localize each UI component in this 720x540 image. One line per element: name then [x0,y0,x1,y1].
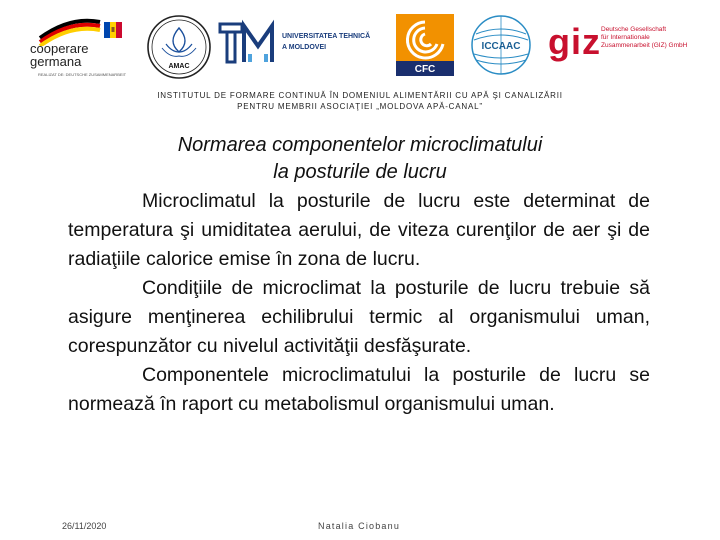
giz-description: Deutsche Gesellschaft für Internationale Zusammenarbeit (GIZ) GmbH [601,26,688,49]
institute-line-1: INSTITUTUL DE FORMARE CONTINUĂ ÎN DOMENIUL ALIMENTĂRII CU APĂ ŞI CANALIZĂRII [157,91,563,100]
paragraph-components: Componentele microclimatului la posturile de lucru se normează în raport cu metabolismul organismului uman. [68,364,650,415]
footer-date: 26/11/2020 [62,521,107,531]
footer-author: Natalia Ciobanu [318,521,401,531]
institute-header [90,90,630,112]
cfc-logo [396,14,454,76]
cooperare-germana-logo [30,16,130,78]
iccaac-emblem-icon [470,14,532,76]
paragraph-microclimate: Microclimatul la posturile de lucru este determinat de temperatura şi umiditatea aerului, de viteza curenţilor de aer şi de radiaţiile calorice emise în zona de lucru. [68,190,650,270]
slide-body [68,187,650,419]
institute-line-2: PENTRU MEMBRII ASOCIAŢIEI „MOLDOVA APĂ-CANAL” [237,102,483,111]
utm-wordmark: UNIVERSITATEA TEHNICĂ A MOLDOVEI [282,33,371,51]
slide-title [80,132,640,186]
svg-text:ICCAAC: ICCAAC [481,41,521,52]
utm-emblem-icon [218,18,280,68]
coop-wordmark: cooperare germana [30,41,89,69]
amac-logo [146,14,212,80]
svg-text:CFC: CFC [414,64,436,75]
utm-logo [218,18,388,68]
giz-wordmark: giz [548,21,601,62]
amac-emblem-icon [146,14,212,80]
iccaac-logo [470,14,532,76]
paragraph-conditions: Condiţiile de microclimat la posturile de lucru trebuie să asigure menţinerea echilibrului termic al organismului uman, corespunzător cu nivelul activităţii desfăşurate. [68,277,650,357]
title-line-2: la posturile de lucru [273,161,447,183]
logo-bar [0,0,720,90]
title-line-1: Normarea componentelor microclimatului [177,134,543,156]
giz-logo [548,22,708,66]
svg-text:AMAC: AMAC [168,63,190,70]
cfc-emblem-icon [396,14,454,76]
coop-subtitle: REALIZAT DE: DEUTSCHE ZUSAMMENARBEIT [38,72,127,77]
